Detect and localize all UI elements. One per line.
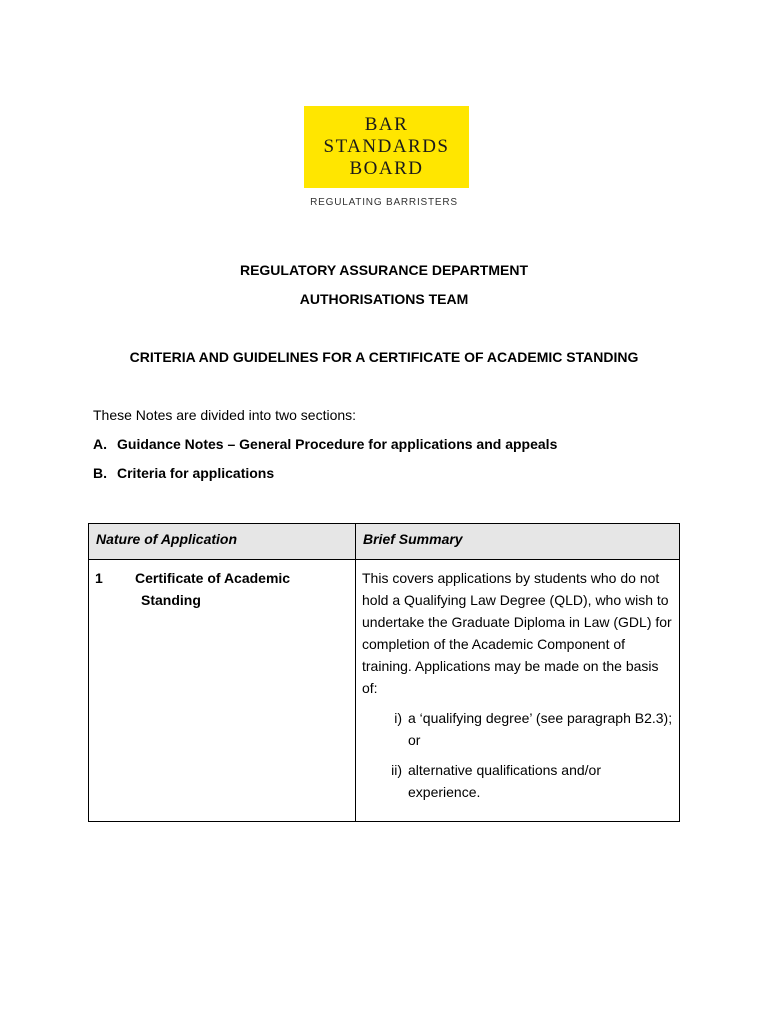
table-row xyxy=(89,560,680,822)
section-a-text: Guidance Notes – General Procedure for applications and appeals xyxy=(117,436,558,452)
row-number: 1 xyxy=(95,570,103,586)
basis-list xyxy=(362,707,673,803)
team-heading: AUTHORISATIONS TEAM xyxy=(299,291,469,307)
header-brief-summary: Brief Summary xyxy=(356,524,680,560)
list-item xyxy=(362,707,673,751)
section-a-letter: A. xyxy=(93,436,107,452)
intro-text: These Notes are divided into two sections: xyxy=(93,407,357,423)
list-item-text: a ‘qualifying degree’ (see paragraph B2.3); or xyxy=(408,710,673,748)
applications-table xyxy=(88,523,680,822)
logo-box xyxy=(304,106,469,188)
summary-cell xyxy=(356,560,680,822)
list-marker: ii) xyxy=(391,762,402,778)
logo-line-1: BAR xyxy=(364,114,409,135)
list-item xyxy=(362,759,673,803)
section-b-text: Criteria for applications xyxy=(117,465,275,481)
logo-line-2: STANDARDS xyxy=(323,136,450,157)
logo-line-3: BOARD xyxy=(349,158,424,179)
list-item-text: alternative qualifications and/or experience. xyxy=(408,762,602,800)
summary-text: This covers applications by students who do not hold a Qualifying Law Degree (QLD), who wish to undertake the Graduate Diploma in Law (GDL) for completion of the Academic Component of training. Applications may be made on the basis of: xyxy=(362,570,672,696)
row-title-line-1: Certificate of Academic xyxy=(135,570,291,586)
table-header-row xyxy=(89,524,680,560)
section-b xyxy=(93,465,274,481)
bsb-logo xyxy=(288,106,480,216)
application-name-cell xyxy=(89,560,356,822)
document-title: CRITERIA AND GUIDELINES FOR A CERTIFICATE OF ACADEMIC STANDING xyxy=(129,349,639,365)
list-marker: i) xyxy=(394,710,402,726)
section-b-letter: B. xyxy=(93,465,107,481)
department-heading: REGULATORY ASSURANCE DEPARTMENT xyxy=(239,262,529,278)
logo-tagline: REGULATING BARRISTERS xyxy=(310,197,458,208)
row-title-line-2: Standing xyxy=(141,592,201,608)
section-a xyxy=(93,436,557,452)
header-nature-of-application: Nature of Application xyxy=(89,524,356,560)
